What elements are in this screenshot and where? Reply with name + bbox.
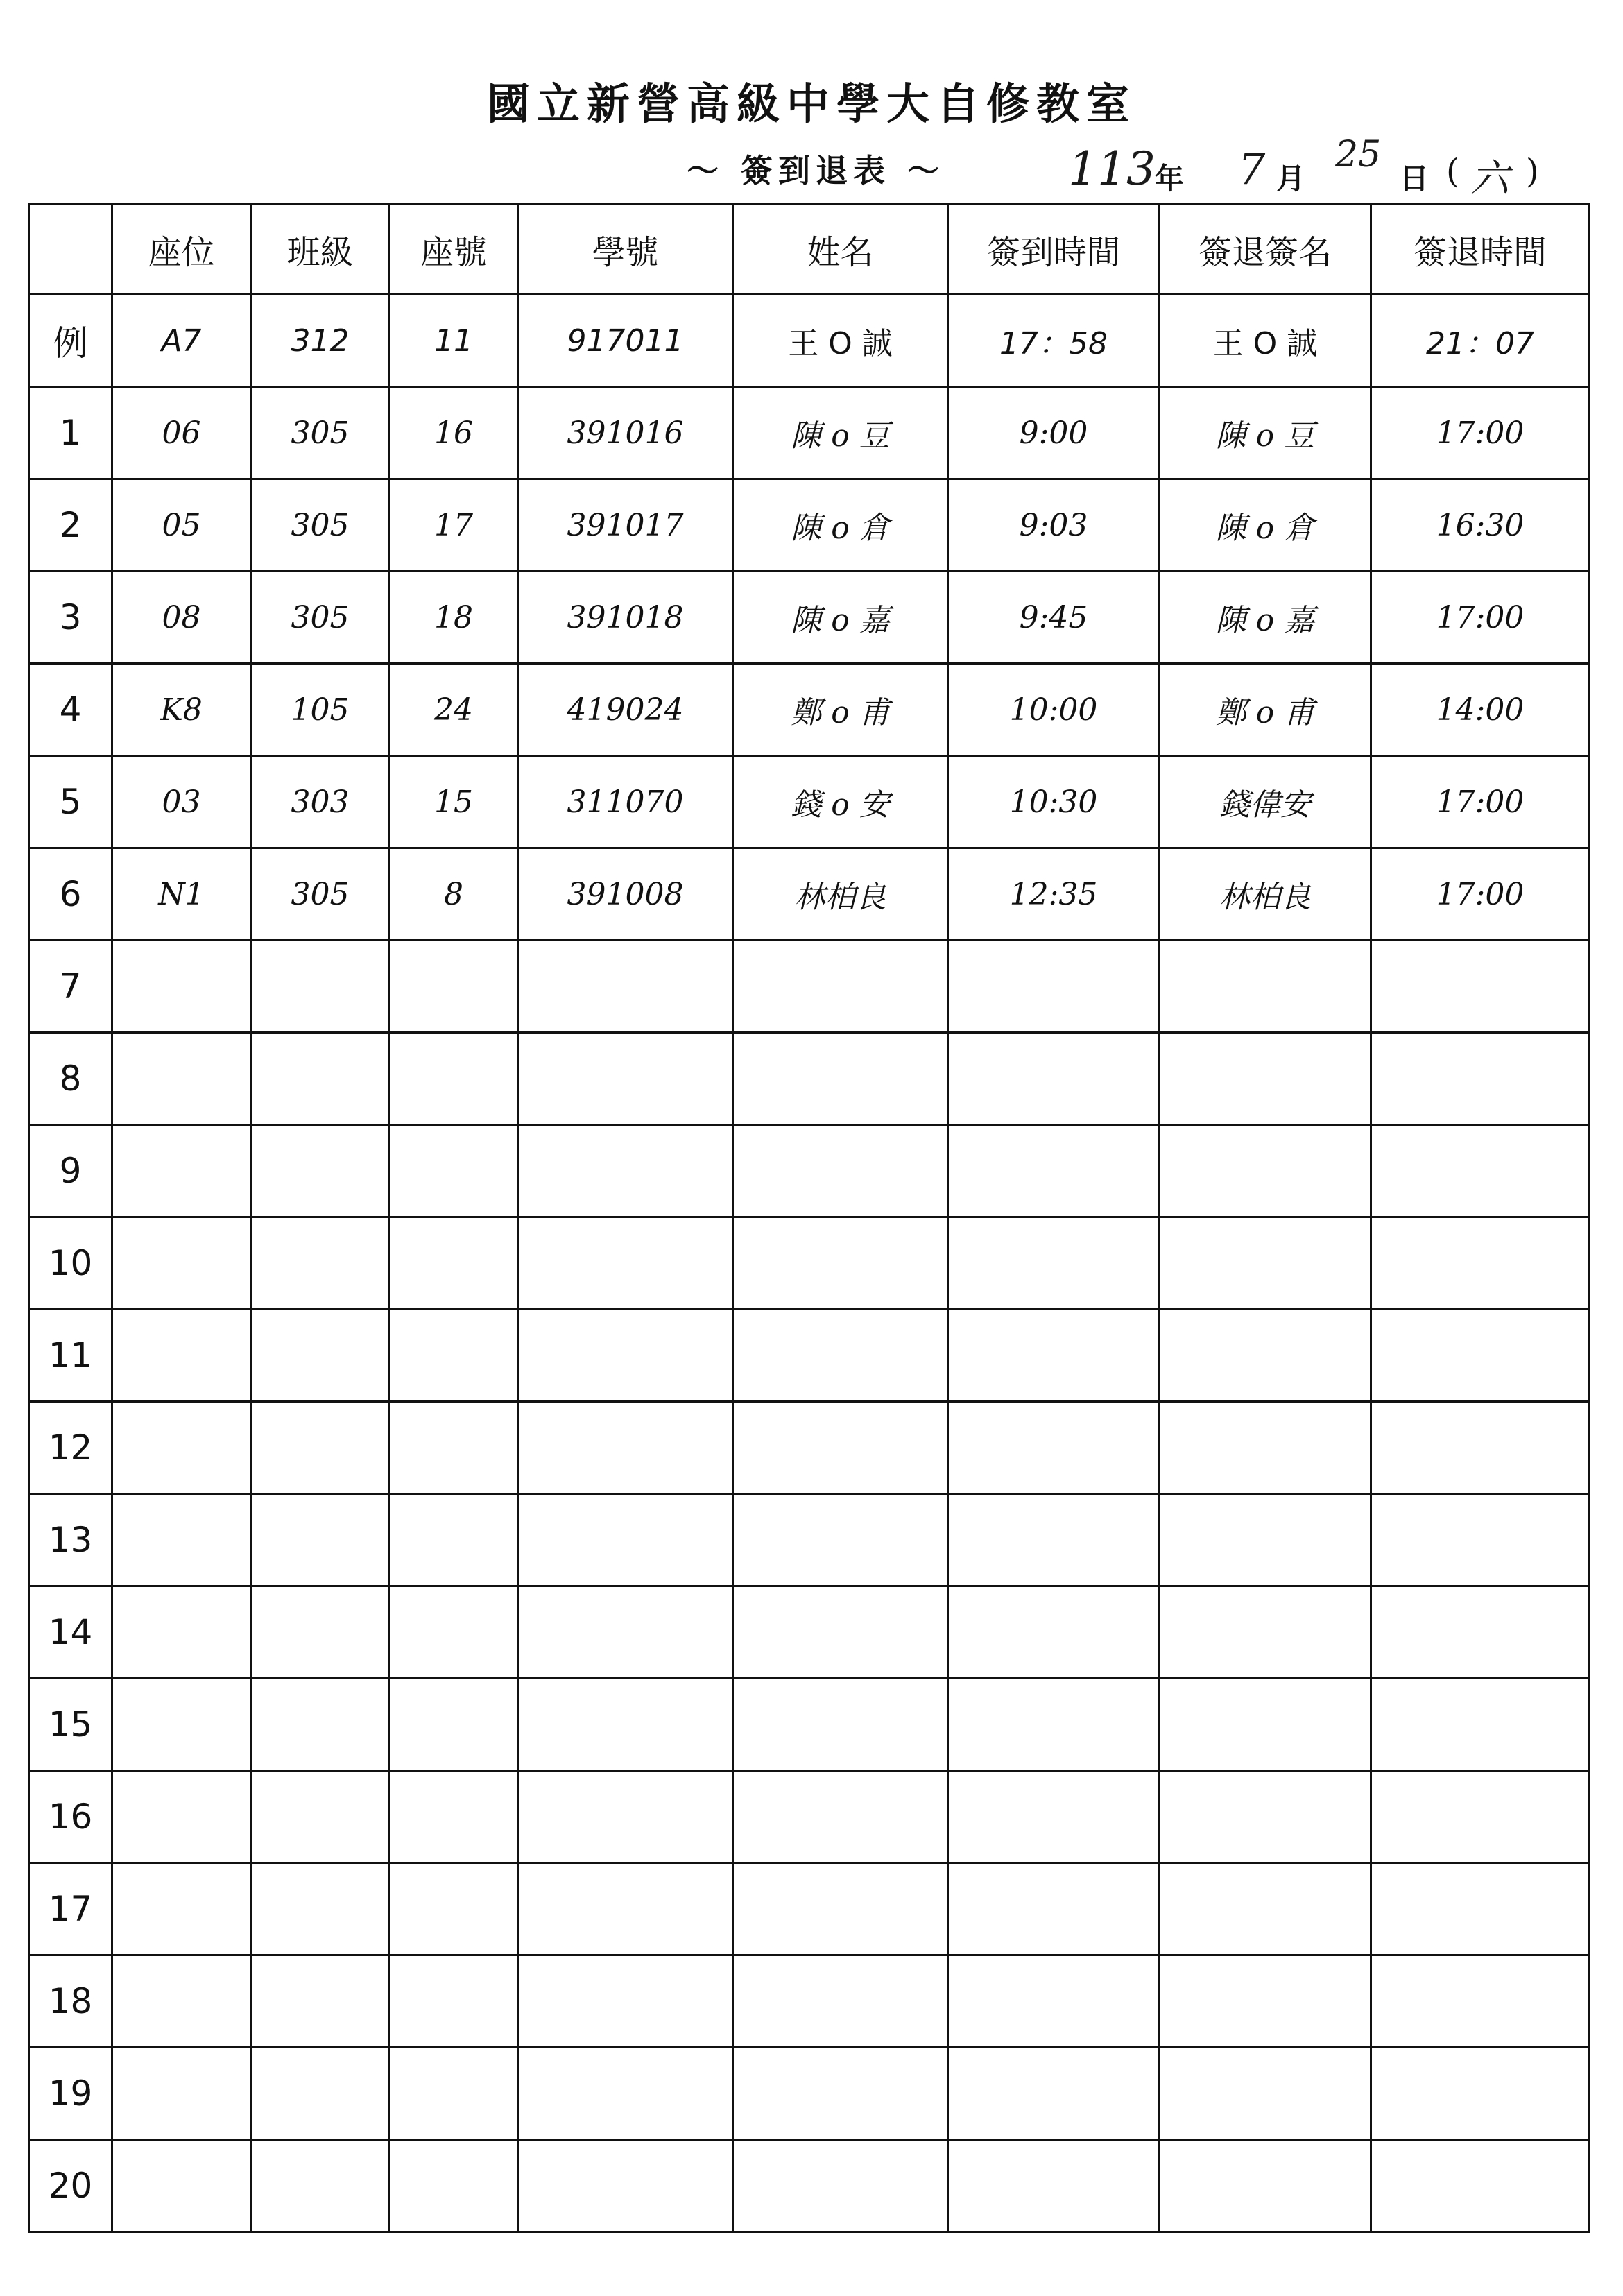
sign-in-time-cell [948,941,1160,1033]
student-id-cell: 391018 [518,572,733,664]
name-cell: 陳 o 豆 [733,387,948,479]
student-id-cell [518,1863,733,1955]
row-number: 5 [29,756,112,848]
sign-out-signature-cell [1160,1955,1371,2048]
student-id-cell: 391016 [518,387,733,479]
seat-cell: N1 [112,848,251,941]
date-weekday-open: ( [1446,152,1459,191]
row-number: 7 [29,941,112,1033]
row-number: 13 [29,1494,112,1586]
sign-out-time-cell [1371,1955,1590,2048]
sign-out-time-cell: 17:00 [1371,387,1590,479]
example-name: 王 O 誠 [733,295,948,387]
col-header-sign-in-time: 簽到時間 [948,204,1160,295]
example-label: 例 [29,295,112,387]
date-weekday-close: ) [1526,152,1539,191]
class-cell [251,941,390,1033]
row-number: 15 [29,1679,112,1771]
table-header-row [29,204,1590,295]
student-id-cell [518,1310,733,1402]
col-header-class: 班級 [251,204,390,295]
name-cell [733,1217,948,1310]
number-cell [390,1586,518,1679]
table-row [29,941,1590,1033]
table-row [29,1494,1590,1586]
sign-out-signature-cell: 陳 o 嘉 [1160,572,1371,664]
name-cell [733,1863,948,1955]
table-row [29,664,1590,756]
seat-cell [112,1863,251,1955]
sign-out-time-cell [1371,1217,1590,1310]
sign-in-time-cell [948,1310,1160,1402]
number-cell [390,1217,518,1310]
seat-cell: 05 [112,479,251,572]
name-cell [733,1125,948,1217]
seat-cell [112,1586,251,1679]
row-number: 11 [29,1310,112,1402]
sign-out-time-cell [1371,1494,1590,1586]
table-row [29,1217,1590,1310]
sign-out-signature-cell: 錢偉安 [1160,756,1371,848]
sign-in-time-cell: 9:45 [948,572,1160,664]
number-cell: 15 [390,756,518,848]
number-cell [390,1033,518,1125]
class-cell [251,1217,390,1310]
row-number: 2 [29,479,112,572]
seat-cell [112,2048,251,2140]
sign-in-time-cell: 10:00 [948,664,1160,756]
student-id-cell [518,1955,733,2048]
class-cell [251,2048,390,2140]
sign-out-time-cell [1371,941,1590,1033]
class-cell [251,1771,390,1863]
sign-in-time-cell [948,1217,1160,1310]
sign-out-signature-cell: 鄭 o 甫 [1160,664,1371,756]
col-header-sign-out-signature: 簽退簽名 [1160,204,1371,295]
student-id-cell [518,2048,733,2140]
seat-cell [112,1679,251,1771]
example-sign-in: 17：58 [948,295,1160,387]
number-cell [390,2048,518,2140]
sign-in-time-cell [948,1955,1160,2048]
class-cell: 305 [251,479,390,572]
sign-in-table [28,203,1590,2233]
sign-out-time-cell [1371,1586,1590,1679]
number-cell [390,1863,518,1955]
student-id-cell [518,1125,733,1217]
date-month-label: 月 [1276,162,1306,196]
class-cell [251,1125,390,1217]
date-line [1068,134,1554,205]
student-id-cell [518,1494,733,1586]
row-number: 4 [29,664,112,756]
student-id-cell: 391008 [518,848,733,941]
name-cell [733,1955,948,2048]
class-cell [251,1402,390,1494]
name-cell [733,1586,948,1679]
page-subtitle: ～ 簽到退表 ～ [687,152,945,189]
sign-out-time-cell: 17:00 [1371,848,1590,941]
sign-out-time-cell [1371,1402,1590,1494]
number-cell: 18 [390,572,518,664]
example-number: 11 [390,295,518,387]
number-cell [390,941,518,1033]
sign-out-time-cell [1371,1863,1590,1955]
sign-out-signature-cell [1160,1586,1371,1679]
sign-out-signature-cell [1160,1863,1371,1955]
sign-in-time-cell [948,1125,1160,1217]
class-cell [251,1955,390,2048]
table-row [29,756,1590,848]
seat-cell: 03 [112,756,251,848]
sign-out-signature-cell [1160,2140,1371,2232]
class-cell: 305 [251,572,390,664]
class-cell: 105 [251,664,390,756]
name-cell: 陳 o 倉 [733,479,948,572]
student-id-cell [518,1402,733,1494]
sign-in-time-cell [948,1586,1160,1679]
seat-cell: 06 [112,387,251,479]
seat-cell [112,1125,251,1217]
table-row [29,1679,1590,1771]
name-cell [733,2140,948,2232]
row-number: 18 [29,1955,112,2048]
class-cell [251,1679,390,1771]
seat-cell [112,1217,251,1310]
number-cell [390,1494,518,1586]
sign-out-time-cell [1371,1310,1590,1402]
sign-out-signature-cell [1160,1402,1371,1494]
col-header-sign-out-time: 簽退時間 [1371,204,1590,295]
name-cell: 鄭 o 甫 [733,664,948,756]
row-number: 12 [29,1402,112,1494]
sign-in-time-cell: 9:00 [948,387,1160,479]
class-cell: 303 [251,756,390,848]
student-id-cell [518,1679,733,1771]
col-header-name: 姓名 [733,204,948,295]
sign-in-time-cell [948,1494,1160,1586]
table-row [29,1955,1590,2048]
name-cell [733,2048,948,2140]
sign-in-time-cell [948,1402,1160,1494]
class-cell [251,1863,390,1955]
sign-out-signature-cell [1160,1310,1371,1402]
example-row [29,295,1590,387]
name-cell [733,1310,948,1402]
sign-in-time-cell [948,1863,1160,1955]
seat-cell [112,1310,251,1402]
sign-out-signature-cell [1160,941,1371,1033]
sign-in-time-cell: 12:35 [948,848,1160,941]
name-cell [733,941,948,1033]
name-cell [733,1771,948,1863]
sign-out-signature-cell [1160,1679,1371,1771]
sign-out-signature-cell [1160,1125,1371,1217]
student-id-cell: 419024 [518,664,733,756]
number-cell [390,1310,518,1402]
table-row [29,479,1590,572]
class-cell: 305 [251,387,390,479]
seat-cell: 08 [112,572,251,664]
row-number: 3 [29,572,112,664]
number-cell [390,1771,518,1863]
number-cell [390,1402,518,1494]
sign-out-signature-cell [1160,2048,1371,2140]
sign-in-time-cell [948,1679,1160,1771]
seat-cell: K8 [112,664,251,756]
table-row [29,1863,1590,1955]
sign-out-time-cell [1371,1125,1590,1217]
number-cell [390,1679,518,1771]
date-month-value: 7 [1238,144,1266,194]
number-cell [390,2140,518,2232]
row-number: 19 [29,2048,112,2140]
sign-out-time-cell: 14:00 [1371,664,1590,756]
name-cell: 林柏良 [733,848,948,941]
sign-out-time-cell [1371,2140,1590,2232]
col-header-index [29,204,112,295]
sign-out-signature-cell [1160,1771,1371,1863]
student-id-cell [518,1217,733,1310]
table-row [29,572,1590,664]
sign-out-signature-cell [1160,1494,1371,1586]
table-row [29,1402,1590,1494]
sign-out-time-cell: 16:30 [1371,479,1590,572]
date-day-label: 日 [1400,162,1429,196]
student-id-cell [518,1771,733,1863]
sign-out-time-cell [1371,1679,1590,1771]
student-id-cell [518,2140,733,2232]
class-cell: 305 [251,848,390,941]
example-student-id: 917011 [518,295,733,387]
date-day-value: 25 [1335,134,1382,175]
date-year-label: 年 [1155,162,1185,196]
number-cell: 17 [390,479,518,572]
row-number: 17 [29,1863,112,1955]
student-id-cell [518,1033,733,1125]
table-row [29,2048,1590,2140]
number-cell: 24 [390,664,518,756]
sign-out-time-cell [1371,1033,1590,1125]
seat-cell [112,1771,251,1863]
number-cell [390,1955,518,2048]
seat-cell [112,2140,251,2232]
name-cell [733,1679,948,1771]
example-seat: A7 [112,295,251,387]
row-number: 8 [29,1033,112,1125]
example-sign-out-time: 21：07 [1371,295,1590,387]
example-class: 312 [251,295,390,387]
class-cell [251,1586,390,1679]
sign-in-time-cell [948,2140,1160,2232]
sign-in-time-cell: 10:30 [948,756,1160,848]
row-number: 1 [29,387,112,479]
table-row [29,1586,1590,1679]
sign-out-signature-cell: 陳 o 豆 [1160,387,1371,479]
date-year-value: 113 [1068,142,1156,196]
name-cell: 錢 o 安 [733,756,948,848]
number-cell: 8 [390,848,518,941]
sign-out-time-cell: 17:00 [1371,756,1590,848]
table-row [29,2140,1590,2232]
table-row [29,848,1590,941]
student-id-cell: 311070 [518,756,733,848]
sign-in-time-cell: 9:03 [948,479,1160,572]
class-cell [251,1494,390,1586]
row-number: 6 [29,848,112,941]
name-cell: 陳 o 嘉 [733,572,948,664]
sign-out-time-cell: 17:00 [1371,572,1590,664]
sign-in-time-cell [948,1033,1160,1125]
student-id-cell [518,1586,733,1679]
seat-cell [112,941,251,1033]
table-row [29,387,1590,479]
row-number: 14 [29,1586,112,1679]
class-cell [251,1310,390,1402]
col-header-number: 座號 [390,204,518,295]
sign-out-signature-cell [1160,1217,1371,1310]
date-weekday-value: 六 [1470,156,1509,201]
row-number: 9 [29,1125,112,1217]
seat-cell [112,1033,251,1125]
page-title: 國立新營高級中學大自修教室 [486,78,1136,129]
class-cell [251,1033,390,1125]
sign-in-time-cell [948,2048,1160,2140]
table-row [29,1033,1590,1125]
number-cell [390,1125,518,1217]
seat-cell [112,1955,251,2048]
name-cell [733,1402,948,1494]
table-row [29,1310,1590,1402]
row-number: 10 [29,1217,112,1310]
col-header-student-id: 學號 [518,204,733,295]
sign-in-time-cell [948,1771,1160,1863]
sign-out-signature-cell [1160,1033,1371,1125]
sign-out-signature-cell: 陳 o 倉 [1160,479,1371,572]
sign-out-signature-cell: 林柏良 [1160,848,1371,941]
number-cell: 16 [390,387,518,479]
student-id-cell: 391017 [518,479,733,572]
row-number: 20 [29,2140,112,2232]
col-header-seat: 座位 [112,204,251,295]
example-sign-out-name: 王 O 誠 [1160,295,1371,387]
row-number: 16 [29,1771,112,1863]
class-cell [251,2140,390,2232]
seat-cell [112,1402,251,1494]
sign-out-time-cell [1371,2048,1590,2140]
student-id-cell [518,941,733,1033]
sign-out-time-cell [1371,1771,1590,1863]
name-cell [733,1494,948,1586]
name-cell [733,1033,948,1125]
table-row [29,1771,1590,1863]
table-row [29,1125,1590,1217]
seat-cell [112,1494,251,1586]
